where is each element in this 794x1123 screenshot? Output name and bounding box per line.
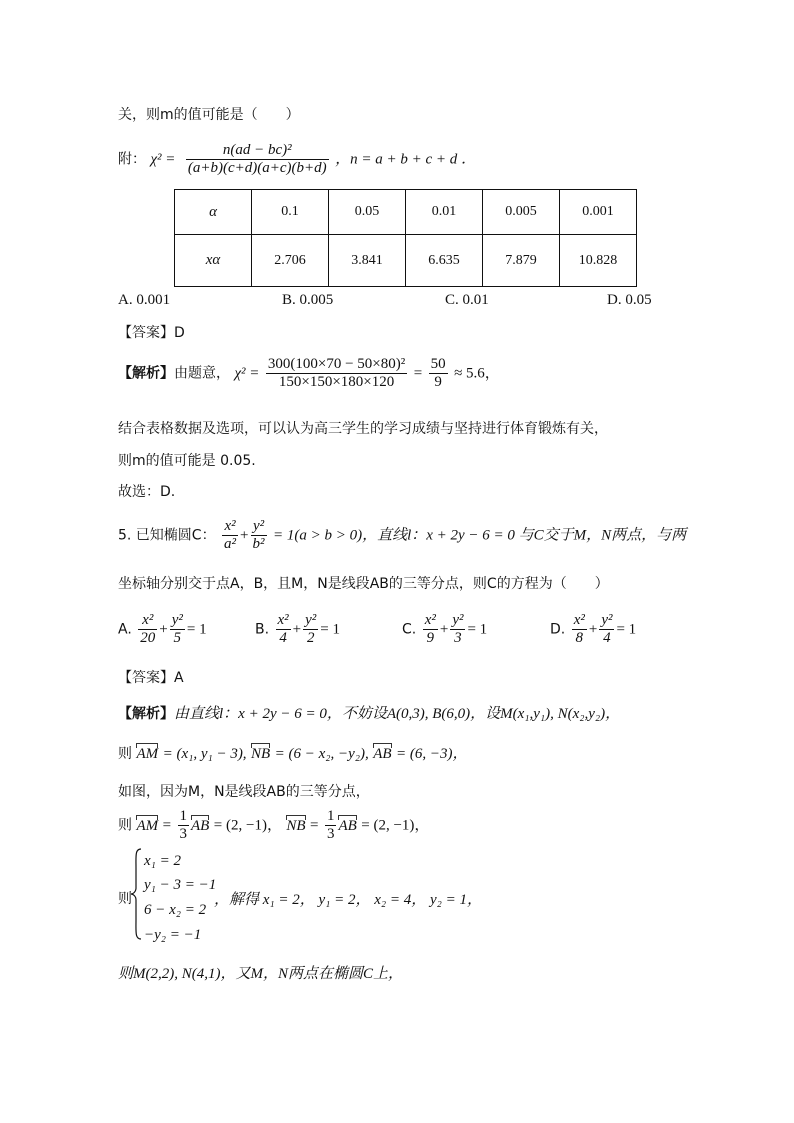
- x2: x²: [424, 612, 436, 628]
- q5-option-d: D. $\frac{\text{x²}}{8}$ + $\frac{\text{y²}}{4}$ = 1: [550, 612, 637, 646]
- chi-square-fraction: [186, 142, 329, 177]
- vector-am: AM: [136, 817, 159, 834]
- formula-label: 附：: [118, 151, 146, 168]
- q4-analysis-line3: 则m的值可能是 0.05.: [118, 453, 256, 469]
- equals-sign: =: [413, 365, 423, 382]
- q4-analysis-line: [118, 356, 500, 391]
- vector-nb: NB: [286, 817, 306, 834]
- y2: y²: [452, 612, 464, 628]
- x-alpha-header: xα: [175, 235, 252, 287]
- alpha-cell: 0.1: [252, 190, 329, 235]
- option-letter: A.: [118, 621, 132, 638]
- one-third: [325, 808, 337, 843]
- vector-am: AM: [136, 746, 159, 762]
- system-eq: y₁ − 3 = −1: [144, 877, 217, 893]
- equals-sign: =: [310, 817, 319, 834]
- q5-analysis-thirds: [118, 808, 429, 843]
- q4-option-b: B. 0.005: [282, 292, 334, 308]
- ze: 则: [118, 746, 132, 762]
- q4-option-c: C. 0.01: [445, 292, 489, 308]
- equals-one: = 1: [320, 621, 341, 638]
- x-alpha-cell: 2.706: [252, 235, 329, 287]
- vector-ab: AB: [191, 817, 210, 834]
- intro-line: 关，则m的值可能是（ ）: [118, 107, 300, 123]
- q4-analysis-line2: 结合表格数据及选项，可以认为高三学生的学习成绩与坚持进行体育锻炼有关，: [118, 421, 608, 437]
- a-squared: a²: [224, 536, 237, 552]
- b2-value: 2: [306, 630, 315, 646]
- q5-analysis-last: 则M(2,2), N(4,1)，又M，N两点在椭圆C上，: [118, 966, 403, 982]
- one: 1: [179, 808, 187, 824]
- chi-square-lhs: χ² =: [150, 151, 176, 168]
- approx-value: ≈ 5.6，: [454, 365, 500, 382]
- fifty-ninths: [429, 356, 448, 391]
- a2-value: 4: [279, 630, 287, 646]
- one-third: [178, 808, 190, 843]
- option-letter: D.: [550, 621, 566, 638]
- x2: x²: [573, 612, 585, 628]
- q5-analysis-vectors: [118, 742, 467, 763]
- chi-square-denominator: (a+b)(c+d)(a+c)(b+d): [187, 160, 327, 176]
- alpha-cell: 0.001: [560, 190, 637, 235]
- x-alpha-row: [175, 235, 637, 287]
- system-eq: x₁ = 2: [144, 853, 181, 869]
- equals-one: = 1: [186, 621, 207, 638]
- vector-ab: AB: [338, 817, 357, 834]
- q5-option-c: C. $\frac{\text{x²}}{9}$ + $\frac{\text{y²}}{3}$ = 1: [402, 612, 488, 646]
- alpha-cell: 0.05: [329, 190, 406, 235]
- equals-one: = 1: [616, 621, 637, 638]
- x-alpha-cell: 10.828: [560, 235, 637, 287]
- am-result: = (2, −1)，: [213, 817, 282, 834]
- chi-lhs: χ² =: [234, 365, 260, 382]
- q4-option-d: D. 0.05: [607, 292, 652, 308]
- q5-stem-a: 5. 已知椭圆C：: [118, 527, 216, 544]
- b2-value: 5: [173, 630, 182, 646]
- system-eq: −y₂ = −1: [144, 927, 202, 943]
- b2-value: 4: [603, 630, 611, 646]
- b2-value: 3: [454, 630, 462, 646]
- equals-one: = 1: [467, 621, 488, 638]
- q5-option-a: A. $\frac{\text{x²}}{20}$ + $\frac{\text{y²}}{5}$ = 1: [118, 612, 207, 646]
- x2: x²: [138, 612, 157, 630]
- y2: y²: [171, 612, 183, 628]
- analysis-label: 【解析】: [118, 365, 174, 382]
- x-alpha-cell: 7.879: [483, 235, 560, 287]
- ellipse-x-term: [222, 518, 238, 553]
- q4-answer: 【答案】D: [118, 325, 185, 341]
- q5-option-b: B. $\frac{\text{x²}}{4}$ + $\frac{\text{y²}}{2}$ = 1: [255, 612, 341, 646]
- a2-value: 20: [140, 630, 156, 646]
- chi-square-numerator: n(ad − bc)²: [186, 142, 329, 160]
- q5-analysis-line3: 如图，因为M，N是线段AB的三等分点，: [118, 784, 370, 800]
- system-eq: 6 − x₂ = 2: [144, 902, 207, 918]
- alpha-row: [175, 190, 637, 235]
- q5-analysis-line1: [118, 702, 620, 723]
- a2-value: 9: [426, 630, 435, 646]
- option-letter: C.: [402, 621, 417, 638]
- chi-value-numerator: 300(100×70 − 50×80)²: [267, 356, 406, 372]
- x2: x²: [277, 612, 289, 628]
- alpha-cell: 0.005: [483, 190, 560, 235]
- chi-value-denominator: 150×150×180×120: [278, 374, 395, 390]
- ellipse-y-term: [251, 518, 267, 553]
- y2: y²: [601, 612, 613, 628]
- ellipse-rhs: = 1(a > b > 0)，直线l：x + 2y − 6 = 0 与C交于M，N两点，与两: [272, 527, 687, 544]
- x-alpha-cell: 6.635: [406, 235, 483, 287]
- ze: 则: [118, 817, 132, 834]
- option-letter: B.: [255, 621, 270, 638]
- one: 1: [326, 808, 335, 824]
- ab-value: = (6, −3)，: [395, 746, 468, 762]
- analysis-label: 【解析】: [118, 706, 174, 722]
- chi-square-formula: [118, 142, 476, 177]
- b-squared: b²: [252, 536, 265, 552]
- q5-stem-line2: 坐标轴分别交于点A，B，且M，N是线段AB的三等分点，则C的方程为（ ）: [118, 576, 609, 592]
- nb-result: = (2, −1)，: [361, 817, 430, 834]
- y-squared: y²: [251, 518, 267, 536]
- analysis-text: 由直线l：x + 2y − 6 = 0，不妨设A(0,3), B(6,0)，设M(x₁,y₁), N(x₂,y₂)，: [174, 706, 621, 722]
- system-solution: ，解得 x₁ = 2， y₁ = 2， x₂ = 4， y₂ = 1，: [214, 892, 482, 908]
- am-value: = (x₁, y₁ − 3),: [162, 746, 247, 762]
- vector-nb: NB: [251, 746, 271, 762]
- y2: y²: [305, 612, 317, 628]
- system-prefix: 则: [118, 891, 132, 907]
- x-squared: x²: [222, 518, 238, 536]
- vector-ab: AB: [373, 746, 392, 762]
- frac-num: 50: [430, 356, 446, 372]
- three: 3: [179, 826, 187, 842]
- alpha-cell: 0.01: [406, 190, 483, 235]
- chi-value-fraction: [266, 356, 407, 391]
- frac-den: 9: [434, 374, 442, 390]
- n-definition: ，n = a + b + c + d ．: [335, 151, 476, 168]
- q5-answer: 【答案】A: [118, 670, 184, 686]
- q4-conclusion: 故选：D.: [118, 484, 176, 500]
- analysis-lead: 由题意，: [174, 365, 230, 382]
- q5-stem-line1: 5. 已知椭圆C： $\frac{\text{x²}}{\text{a²}}$ + $\frac{\text{y²}}{\text{b²}}$ = 1(a > b > 0)，直线l：x + 2y − 6 = 0 与C交于M，N两点，与两: [118, 518, 687, 552]
- nb-value: = (6 − x₂, −y₂),: [274, 746, 369, 762]
- x-alpha-cell: 3.841: [329, 235, 406, 287]
- left-brace-icon: [130, 848, 142, 940]
- three: 3: [326, 826, 335, 842]
- a2-value: 8: [575, 630, 584, 646]
- equals-sign: =: [162, 817, 172, 834]
- critical-value-table: [174, 189, 637, 287]
- q4-option-a: A. 0.001: [118, 292, 171, 308]
- alpha-header: α: [175, 190, 252, 235]
